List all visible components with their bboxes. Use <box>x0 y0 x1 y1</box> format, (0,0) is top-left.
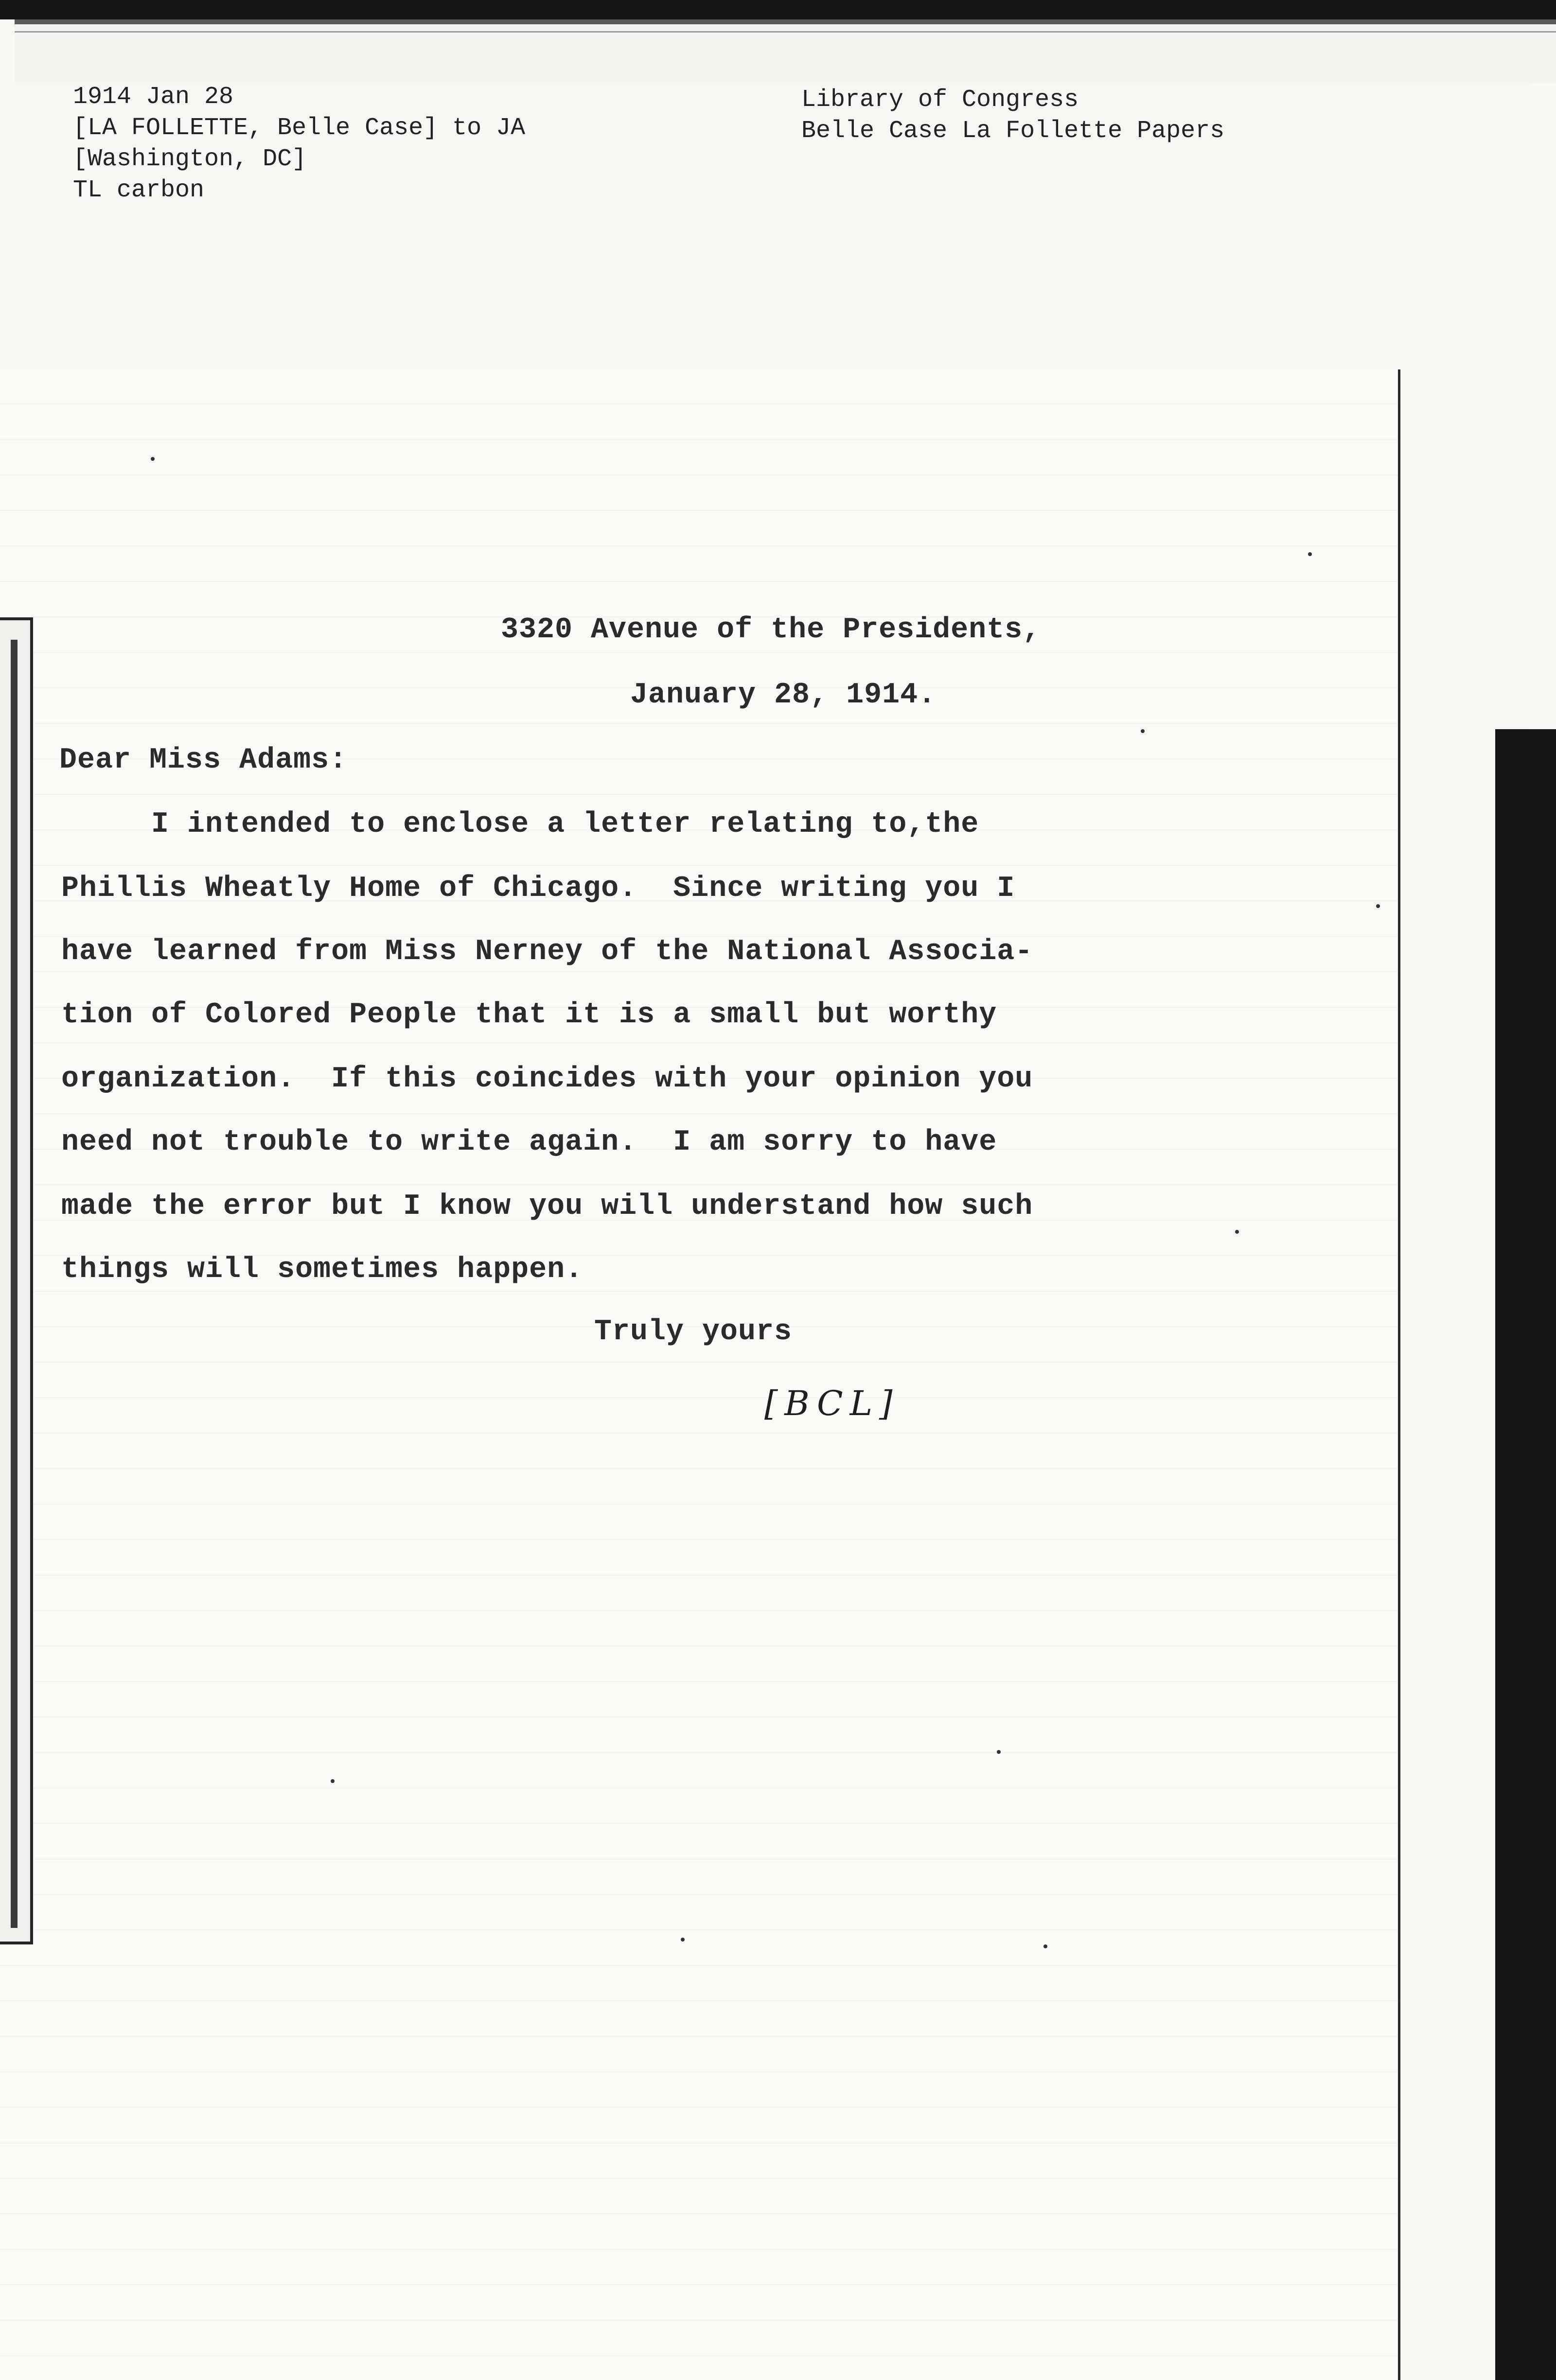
catalog-correspondents: [LA FOLLETTE, Belle Case] to JA <box>73 114 526 142</box>
catalog-metadata-left <box>73 82 525 206</box>
letter-body-line: need not trouble to write again. I am sorry to have <box>61 1126 997 1159</box>
letter-address: 3320 Avenue of the Presidents, <box>501 613 1041 647</box>
scanner-top-band <box>0 0 1556 19</box>
sheet-top-edge <box>15 19 1556 83</box>
letter-body-line: organization. If this coincides with your opinion you <box>61 1063 1033 1096</box>
scan-speck <box>1235 1230 1239 1234</box>
scan-speck <box>1308 552 1312 556</box>
letter-body-line: I intended to enclose a letter relating to,the <box>61 808 979 841</box>
scan-speck <box>681 1938 685 1942</box>
letter-page <box>0 369 1400 2380</box>
catalog-metadata-right <box>801 85 1224 147</box>
scan-speck <box>1376 904 1380 908</box>
handwritten-initials: [BCL] <box>764 1383 900 1423</box>
binding-strip <box>0 617 33 1944</box>
letter-body-line: made the error but I know you will understand how such <box>61 1190 1033 1223</box>
catalog-date: 1914 Jan 28 <box>73 83 234 111</box>
letter-body-line: have learned from Miss Nerney of the National Associa- <box>61 935 1033 968</box>
catalog-place: [Washington, DC] <box>73 145 307 173</box>
scan-speck <box>151 457 155 461</box>
scan-speck <box>331 1779 335 1783</box>
catalog-collection: Belle Case La Follette Papers <box>801 117 1225 145</box>
letter-body-line: things will sometimes happen. <box>61 1253 584 1286</box>
letter-body-line: Phillis Wheatly Home of Chicago. Since writing you I <box>61 872 1015 905</box>
letter-date: January 28, 1914. <box>630 679 937 712</box>
scan-speck <box>1141 729 1145 733</box>
catalog-repository: Library of Congress <box>801 86 1079 114</box>
letter-body-line: tion of Colored People that it is a small but worthy <box>61 998 997 1032</box>
scanner-right-band <box>1495 729 1556 2380</box>
scan-speck <box>1043 1944 1047 1948</box>
letter-closing: Truly yours <box>594 1315 793 1348</box>
scan-speck <box>997 1750 1001 1754</box>
letter-salutation: Dear Miss Adams: <box>59 744 348 777</box>
catalog-format: TL carbon <box>73 176 205 204</box>
